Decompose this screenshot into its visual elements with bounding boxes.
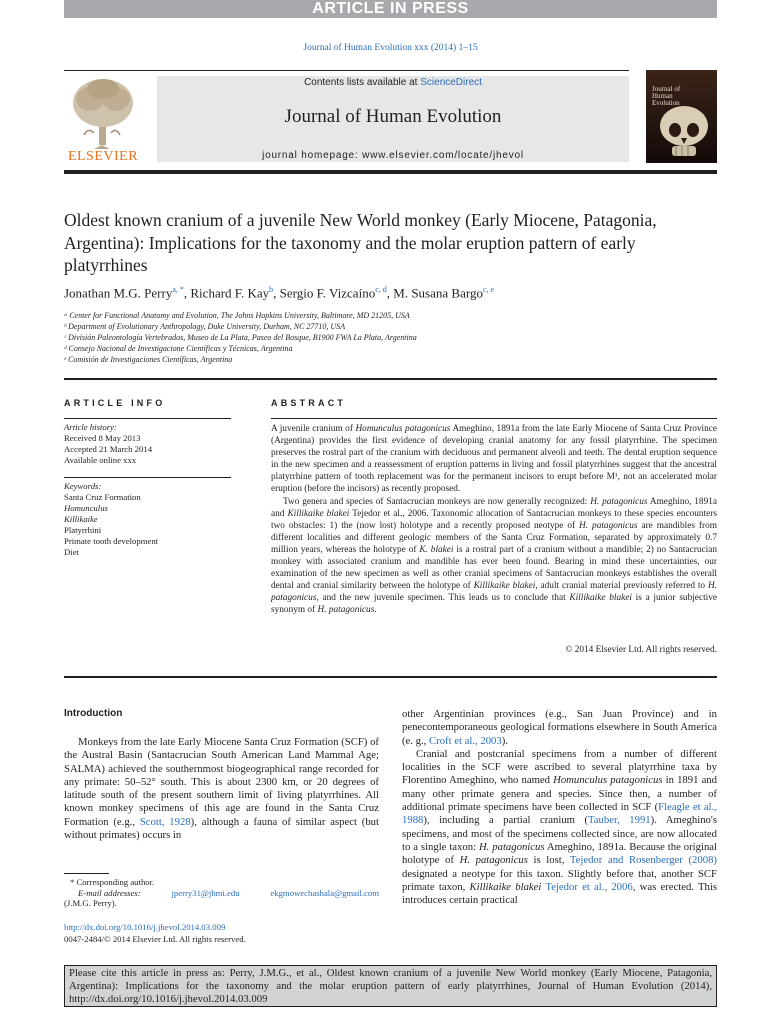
journal-cover-thumbnail	[646, 70, 717, 163]
keyword: Santa Cruz Formation	[64, 492, 141, 502]
email-owner: (J.M.G. Perry).	[64, 898, 117, 909]
section-rule	[64, 676, 717, 678]
author-affiliation-marker[interactable]: c, e	[482, 285, 495, 294]
corresponding-author-note: * Corresponding author.	[70, 877, 155, 887]
history-accepted: Accepted 21 March 2014	[64, 444, 153, 454]
affiliation: ᵃ Center for Functional Anatomy and Evolution, The Johns Hopkins University, Baltimore, MD 21205, USA	[64, 311, 410, 320]
article-info-rule	[64, 477, 231, 478]
citation-link[interactable]: Tejedor et al., 2006	[545, 880, 633, 893]
affiliation: ᵉ Comisión de Investigaciones Científicas, Argentina	[64, 355, 233, 364]
citation-link[interactable]: Tejedor and Rosenberger (2008)	[569, 854, 717, 867]
history-online: Available online xxx	[64, 455, 137, 465]
author-separator: ,	[386, 285, 394, 301]
author-separator: ,	[183, 285, 191, 301]
author-separator: ,	[273, 285, 280, 301]
article-title: Oldest known cranium of a juvenile New World monkey (Early Miocene, Patagonia, Argentina): Implications for the taxonomy and the molar eruption pattern of early platyrrhines	[64, 210, 657, 275]
contents-available-line	[157, 77, 629, 88]
affiliation: ᵈ Consejo Nacional de Investigacione Científicas y Técnicas, Argentina	[64, 344, 293, 353]
keyword: Diet	[64, 547, 79, 557]
contents-prefix: Contents lists available at	[304, 77, 421, 88]
skull-icon	[654, 104, 714, 160]
keyword: Platyrrhini	[64, 525, 102, 535]
body-column-left	[64, 736, 379, 842]
keyword: Killikaike	[64, 514, 98, 524]
email-label: E-mail addresses:	[78, 887, 141, 898]
abstract-heading: ABSTRACT	[271, 398, 347, 408]
author-affiliation-marker[interactable]: c, d	[375, 285, 387, 294]
abstract-paragraph: A juvenile cranium of Homunculus patagonicus Ameghino, 1891a from the late Early Miocene of Santa Cruz Province (Argentina) provides the first evidence of developing cranial anatomy for any fossil platyrrhine. The specimen preserves the rostral part of the cranium with deciduous and permanent alveoli and teeth. The dental eruption sequence in the new specimen and a reassessment of eruption patterns in living and fossil platyrrhines suggest that the ancestral platyrrhine pattern of tooth replacement was for the permanent incisors to erupt before M¹, not an accelerated molar eruption (before the incisors) as recently proposed.	[271, 424, 717, 495]
author-name: Jonathan M.G. Perry	[64, 285, 173, 301]
header-rule	[64, 70, 629, 71]
history-received: Received 8 May 2013	[64, 433, 141, 443]
abstract-copyright: © 2014 Elsevier Ltd. All rights reserved.	[565, 645, 717, 655]
citation-link[interactable]: Scott, 1928	[139, 815, 191, 828]
email-line	[64, 888, 379, 899]
keyword: Homunculus	[64, 503, 108, 513]
header-thick-rule	[64, 170, 717, 174]
abstract-text	[271, 423, 717, 617]
footnote-rule	[64, 873, 109, 874]
author-name: M. Susana Bargo	[393, 285, 483, 301]
author-list	[64, 285, 714, 301]
doi-block	[64, 922, 379, 945]
author-affiliation-marker[interactable]: b	[269, 285, 274, 294]
affiliation: ᶜ División Paleontología Vertebrados, Museo de La Plata, Paseo del Bosque, B1900 FWA La Plata, Argentina	[64, 333, 417, 342]
issn-line: 0047-2484/© 2014 Elsevier Ltd. All rights reserved.	[64, 933, 246, 944]
author-affiliation-marker[interactable]: a, *	[172, 285, 184, 294]
author-name: Sergio F. Vizcaíno	[279, 285, 376, 301]
body-paragraph: Monkeys from the late Early Miocene Santa Cruz Formation (SCF) of the Austral Basin (Santacrucian South American Land Mammal Age; SALMA) achieved the southernmost biogeographical range recorded for any primate: 50–52° south. This is about 2300 km, or 20 degrees of latitude south of the present southern limit of living platyrrhines. All known monkey specimens of this age are found in the Santa Cruz Formation (e.g., Scott, 1928), although a fauna of similar aspect (but without primates) occurs in	[64, 736, 379, 842]
elsevier-wordmark: ELSEVIER	[67, 149, 139, 164]
footnote	[64, 877, 379, 909]
keywords-label: Keywords:	[64, 481, 102, 491]
article-info-heading: ARTICLE INFO	[64, 398, 166, 408]
citation-link[interactable]: Croft et al., 2003	[429, 734, 502, 747]
body-column-right	[402, 708, 717, 907]
citation-text: Please cite this article in press as: Perry, J.M.G., et al., Oldest known cranium of a juvenile New World monkey (Early Miocene, Patagonia, Argentina): Implications for the taxonomy and the molar eruption pattern of early platyrrhines, Journal of Human Evolution (2014), http://dx.doi.org/10.1016/j.jhevol.2014.03.009	[69, 967, 712, 1006]
cover-title: Journal of Human Evolution	[652, 85, 681, 107]
journal-name: Journal of Human Evolution	[284, 106, 502, 127]
email-link[interactable]: jperry31@jhmi.edu	[171, 887, 240, 898]
citation-link[interactable]: Fleagle et al., 1988	[402, 801, 717, 827]
body-paragraph: other Argentinian provinces (e.g., San Juan Province) and in penecontemporaneous geological formations elsewhere in South America (e. g., Croft et al., 2003).	[402, 708, 717, 747]
email-link[interactable]: ekgmowechashala@gmail.com	[270, 887, 379, 898]
journal-homepage[interactable]: journal homepage: www.elsevier.com/locate/jhevol	[262, 150, 524, 161]
citation-link[interactable]: Tauber, 1991	[588, 814, 651, 827]
section-rule	[64, 378, 717, 380]
abstract-paragraph: Two genera and species of Santacrucian monkeys are now generally recognized: H. patagonicus Ameghino, 1891a and Killikaike blakei Tejedor et al., 2006. Taxonomic allocation of Santacrucian monkeys to these species encounters two obstacles: 1) the (now lost) holotype and a recently proposed neotype of H. patagonicus are mandibles from different localities and different geologic members of the Santa Cruz Formation, separated by approximately 0.7 million years, whereas the holotype of K. blakei is a rostral part of a cranium without a mandible; 2) no Santacrucian monkey with associated cranium and mandible has ever been found. Bearing in mind these uncertainties, our examination of the new specimen as well as other cranial specimens of Santacrucian monkeys establishes the overall dental and cranial similarity between the holotype of Killikaike blakei, adult cranial material previously referred to H. patagonicus, and the new juvenile specimen. This leads us to conclude that Killikaike blakei is a junior subjective synonym of H. patagonicus.	[271, 496, 718, 616]
article-info-rule	[64, 418, 231, 419]
introduction-heading: Introduction	[64, 708, 123, 719]
body-paragraph: Cranial and postcranial specimens from a number of different localities in the SCF were ascribed to several platyrrhine taxa by Florentino Ameghino, who named Homunculus patagonicus in 1891 and many other primate genera and species. Since then, a number of additional primate specimens have been collected in SCF (Fleagle et al., 1988), including a partial cranium (Tauber, 1991). Ameghino's specimens, and most of the specimens collected since, are now allocated to a single taxon: H. patagonicus Ameghino, 1891a. Because the original holotype of H. patagonicus is lost, Tejedor and Rosenberger (2008) designated a neotype for this taxon. Slightly before that, another SCF primate taxon, Killikaike blakei Tejedor et al., 2006, was erected. This introduces certain practical	[402, 747, 717, 907]
history-label: Article history:	[64, 422, 117, 432]
doi-link[interactable]: http://dx.doi.org/10.1016/j.jhevol.2014.03.009	[64, 922, 226, 932]
author-name: Richard F. Kay	[190, 285, 270, 301]
journal-reference[interactable]: Journal of Human Evolution xxx (2014) 1–15	[303, 43, 478, 53]
sciencedirect-link[interactable]: ScienceDirect	[420, 77, 482, 88]
abstract-rule	[271, 418, 717, 419]
affiliation: ᵇ Department of Evolutionary Anthropology, Duke University, Durham, NC 27710, USA	[64, 322, 346, 331]
keyword: Primate tooth development	[64, 536, 159, 546]
article-in-press-banner: ARTICLE IN PRESS	[64, 0, 717, 18]
